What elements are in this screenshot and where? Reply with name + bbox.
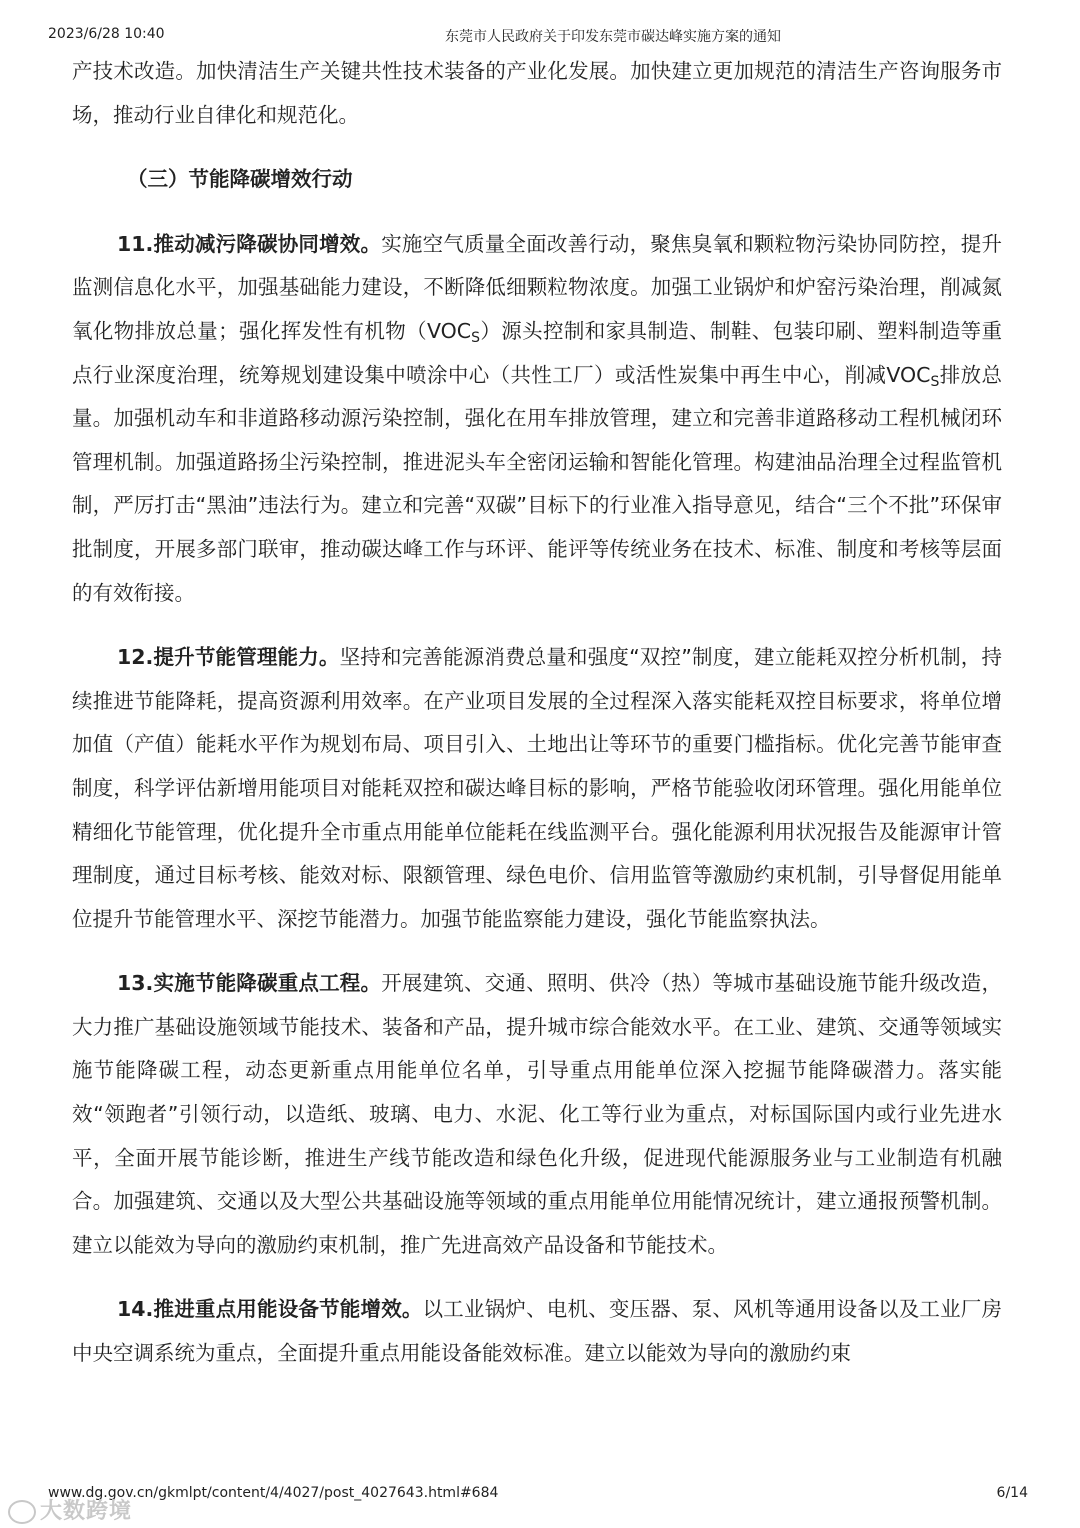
paragraph-11-lead: 11.推动减污降碳协同增效。 (117, 231, 382, 256)
watermark-text: 大数跨境 (40, 1499, 133, 1524)
document-body (72, 50, 1002, 1397)
continued-paragraph: 产技术改造。加快清洁生产关键共性技术装备的产业化发展。加快建立更加规范的清洁生产咨询服务市场，推动行业自律化和规范化。 (72, 59, 1002, 127)
paragraph-14-lead: 14.推进重点用能设备节能增效。 (117, 1297, 423, 1322)
paragraph-12-text: 坚持和完善能源消费总量和强度“双控”制度，建立能耗双控分析机制，持续推进节能降耗，提高资源利用效率。在产业项目发展的全过程深入落实能耗双控目标要求，将单位增加值（产值）能耗水平作为规划布局、项目引入、土地出让等环节的重要门槛指标。优化完善节能审查制度，科学评估新增用能项目对能耗双控和碳达峰目标的影响，严格节能验收闭环管理。强化用能单位精细化节能管理，优化提升全市重点用能单位能耗在线监测平台。强化能源利用状况报告及能源审计管理制度，通过目标考核、能效对标、限额管理、绿色电价、信用监管等激励约束机制，引导督促用能单位提升节能管理水平、深挖节能潜力。加强节能监察能力建设，强化节能监察执法。 (72, 645, 1002, 931)
page-number: 6/14 (996, 1485, 1028, 1501)
paragraph-13-text: 开展建筑、交通、照明、供冷（热）等城市基础设施节能升级改造，大力推广基础设施领域节能技术、装备和产品，提升城市综合能效水平。在工业、建筑、交通等领域实施节能降碳工程，动态更新重点用能单位名单，引导重点用能单位深入挖掘节能降碳潜力。落实能效“领跑者”引领行动，以造纸、玻璃、电力、水泥、化工等行业为重点，对标国际国内或行业先进水平，全面开展节能诊断，推进生产线节能改造和绿色化升级，促进现代能源服务业与工业制造有机融合。加强建筑、交通以及大型公共基础设施等领域的重点用能单位用能情况统计，建立通报预警机制。建立以能效为导向的激励约束机制，推广先进高效产品设备和节能技术。 (72, 971, 1002, 1257)
paragraph-14 (72, 1288, 1002, 1375)
paragraph-11-text-b: ）源头控制和家具制造、制鞋、包装印刷、塑料制造等重点行业深度治理，统筹规划建设集中喷涂中心（共性工厂）或活性炭集中再生中心，削减VOC (72, 318, 1002, 387)
watermark-logo-icon (8, 1500, 36, 1524)
paragraph-14-text: 以工业锅炉、电机、变压器、泵、风机等通用设备以及工业厂房中央空调系统为重点，全面提升重点用能设备能效标准。建立以能效为导向的激励约束 (72, 1297, 1002, 1366)
paragraph-12 (72, 636, 1002, 941)
watermark (8, 1494, 132, 1525)
paragraph-13 (72, 962, 1002, 1267)
paragraph-12-lead: 12.提升节能管理能力。 (117, 645, 340, 670)
page-header-title: 东莞市人民政府关于印发东莞市碳达峰实施方案的通知 (445, 29, 781, 45)
footer-url: www.dg.gov.cn/gkmlpt/content/4/4027/post_4027643.html#684 (48, 1485, 499, 1501)
paragraph-13-lead: 13.实施节能降碳重点工程。 (117, 971, 382, 996)
paragraph-11-text-c: 排放总量。加强机动车和非道路移动源污染控制，强化在用车排放管理，建立和完善非道路移动工程机械闭环管理机制。加强道路扬尘污染控制，推进泥头车全密闭运输和智能化管理。构建油品治理全过程监管机制，严厉打击“黑油”违法行为。建立和完善“双碳”目标下的行业准入指导意见，结合“三个不批”环保审批制度，开展多部门联审，推动碳达峰工作与环评、能评等传统业务在技术、标准、制度和考核等层面的有效衔接。 (72, 362, 1002, 605)
paragraph-11 (72, 223, 1002, 615)
paragraph-11-text-a: 实施空气质量全面改善行动，聚焦臭氧和颗粒物污染协同防控，提升监测信息化水平，加强基础能力建设，不断降低细颗粒物浓度。加强工业锅炉和炉窑污染治理，削减氮氧化物排放总量；强化挥发性有机物（VOC (72, 231, 1002, 343)
section-heading: （三）节能降碳增效行动 (127, 167, 353, 192)
print-datetime: 2023/6/28 10:40 (48, 26, 165, 42)
subscript-s: S (930, 373, 940, 390)
subscript-s: S (471, 329, 480, 346)
